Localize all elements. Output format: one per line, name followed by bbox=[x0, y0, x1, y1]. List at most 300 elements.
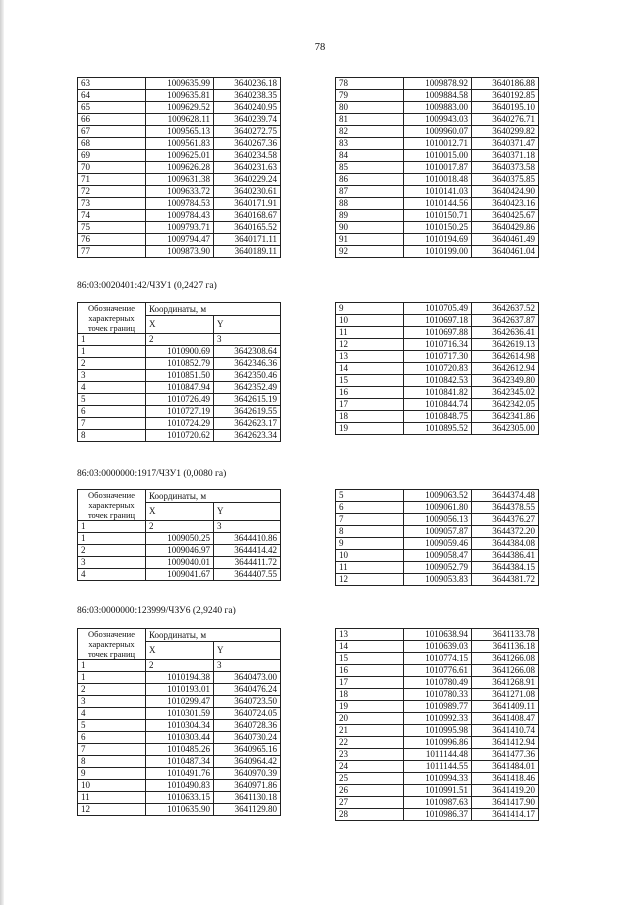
y-coordinate: 3641408.47 bbox=[472, 713, 539, 725]
x-coordinate: 1010639.03 bbox=[404, 641, 472, 653]
header-x: X bbox=[146, 641, 214, 659]
y-coordinate: 3641266.08 bbox=[472, 665, 539, 677]
x-coordinate: 1010303.44 bbox=[146, 732, 214, 744]
y-coordinate: 3644372.20 bbox=[472, 526, 539, 538]
y-coordinate: 3640171.91 bbox=[214, 198, 281, 210]
point-number: 5 bbox=[336, 490, 404, 502]
point-number: 71 bbox=[78, 174, 146, 186]
table-row bbox=[78, 406, 281, 418]
y-coordinate: 3641418.46 bbox=[472, 773, 539, 785]
y-coordinate: 3644384.15 bbox=[472, 562, 539, 574]
section-2-heading: 86:03:0000000:1917/ЧЗУ1 (0,0080 га) bbox=[77, 469, 227, 479]
point-number: 9 bbox=[78, 768, 146, 780]
x-coordinate: 1010989.77 bbox=[404, 701, 472, 713]
x-coordinate: 1009057.87 bbox=[404, 526, 472, 538]
y-coordinate: 3644374.48 bbox=[472, 490, 539, 502]
table-row bbox=[78, 346, 281, 358]
x-coordinate: 1010986.37 bbox=[404, 809, 472, 821]
x-coordinate: 1010633.15 bbox=[146, 792, 214, 804]
y-coordinate: 3644407.55 bbox=[214, 569, 281, 581]
y-coordinate: 3641484.01 bbox=[472, 761, 539, 773]
scan-edge bbox=[0, 0, 4, 905]
point-number: 26 bbox=[336, 785, 404, 797]
x-coordinate: 1010635.90 bbox=[146, 804, 214, 816]
x-coordinate: 1010299.47 bbox=[146, 696, 214, 708]
y-coordinate: 3640189.11 bbox=[214, 246, 281, 258]
point-number: 68 bbox=[78, 138, 146, 150]
x-coordinate: 1009960.07 bbox=[404, 126, 472, 138]
table-row bbox=[336, 411, 539, 423]
x-coordinate: 1010841.82 bbox=[404, 387, 472, 399]
table-row bbox=[336, 701, 539, 713]
x-coordinate: 1009784.43 bbox=[146, 210, 214, 222]
point-number: 16 bbox=[336, 387, 404, 399]
x-coordinate: 1010847.94 bbox=[146, 382, 214, 394]
table-row bbox=[336, 363, 539, 375]
point-number: 83 bbox=[336, 138, 404, 150]
point-number: 19 bbox=[336, 423, 404, 435]
y-coordinate: 3641129.80 bbox=[214, 804, 281, 816]
x-coordinate: 1009878.92 bbox=[404, 78, 472, 90]
point-number: 79 bbox=[336, 90, 404, 102]
table-row bbox=[78, 186, 281, 198]
y-coordinate: 3640195.10 bbox=[472, 102, 539, 114]
y-coordinate: 3642637.52 bbox=[472, 303, 539, 315]
section-0-left-table bbox=[77, 77, 281, 258]
point-number: 12 bbox=[336, 574, 404, 586]
y-coordinate: 3640971.86 bbox=[214, 780, 281, 792]
x-coordinate: 1009050.25 bbox=[146, 533, 214, 545]
x-coordinate: 1009059.46 bbox=[404, 538, 472, 550]
y-coordinate: 3641410.74 bbox=[472, 725, 539, 737]
y-coordinate: 3640267.36 bbox=[214, 138, 281, 150]
table-row bbox=[78, 780, 281, 792]
y-coordinate: 3641409.11 bbox=[472, 701, 539, 713]
table-row bbox=[78, 210, 281, 222]
point-number: 23 bbox=[336, 749, 404, 761]
x-coordinate: 1010726.49 bbox=[146, 394, 214, 406]
x-coordinate: 1009943.03 bbox=[404, 114, 472, 126]
table-row bbox=[336, 641, 539, 653]
table-row bbox=[336, 550, 539, 562]
point-number: 81 bbox=[336, 114, 404, 126]
column-index: 2 bbox=[146, 521, 214, 533]
point-number: 18 bbox=[336, 689, 404, 701]
table-header-row bbox=[78, 490, 281, 503]
section-3-left-table bbox=[77, 628, 281, 816]
y-coordinate: 3641271.08 bbox=[472, 689, 539, 701]
table-row bbox=[336, 327, 539, 339]
column-index: 3 bbox=[214, 660, 281, 672]
section-3-right-table bbox=[335, 628, 539, 821]
table-row bbox=[78, 90, 281, 102]
y-coordinate: 3640723.50 bbox=[214, 696, 281, 708]
column-index: 3 bbox=[214, 521, 281, 533]
point-number: 70 bbox=[78, 162, 146, 174]
section-1-left-table-wrap bbox=[77, 302, 280, 442]
x-coordinate: 1010301.59 bbox=[146, 708, 214, 720]
table-row bbox=[336, 138, 539, 150]
table-row bbox=[336, 234, 539, 246]
header-point-name: Обозначение характерных точек границ bbox=[78, 629, 146, 660]
x-coordinate: 1010193.01 bbox=[146, 684, 214, 696]
table-row bbox=[336, 574, 539, 586]
y-coordinate: 3640231.63 bbox=[214, 162, 281, 174]
table-row bbox=[78, 684, 281, 696]
x-coordinate: 1010716.34 bbox=[404, 339, 472, 351]
point-number: 11 bbox=[78, 792, 146, 804]
x-coordinate: 1009873.90 bbox=[146, 246, 214, 258]
header-x: X bbox=[146, 502, 214, 520]
section-2-left-table bbox=[77, 489, 281, 581]
y-coordinate: 3640728.36 bbox=[214, 720, 281, 732]
y-coordinate: 3640186.88 bbox=[472, 78, 539, 90]
y-coordinate: 3641268.91 bbox=[472, 677, 539, 689]
x-coordinate: 1009041.67 bbox=[146, 569, 214, 581]
table-row bbox=[78, 696, 281, 708]
y-coordinate: 3640276.71 bbox=[472, 114, 539, 126]
table-row bbox=[78, 370, 281, 382]
x-coordinate: 1010697.18 bbox=[404, 315, 472, 327]
y-coordinate: 3640970.39 bbox=[214, 768, 281, 780]
y-coordinate: 3641412.94 bbox=[472, 737, 539, 749]
x-coordinate: 1009052.79 bbox=[404, 562, 472, 574]
table-index-row bbox=[78, 334, 281, 346]
point-number: 3 bbox=[78, 370, 146, 382]
y-coordinate: 3641133.78 bbox=[472, 629, 539, 641]
table-row bbox=[336, 677, 539, 689]
table-row bbox=[336, 114, 539, 126]
table-row bbox=[336, 629, 539, 641]
point-number: 84 bbox=[336, 150, 404, 162]
x-coordinate: 1010697.88 bbox=[404, 327, 472, 339]
y-coordinate: 3644386.41 bbox=[472, 550, 539, 562]
y-coordinate: 3640236.18 bbox=[214, 78, 281, 90]
x-coordinate: 1010705.49 bbox=[404, 303, 472, 315]
table-row bbox=[336, 210, 539, 222]
y-coordinate: 3644410.86 bbox=[214, 533, 281, 545]
y-coordinate: 3641414.17 bbox=[472, 809, 539, 821]
table-row bbox=[78, 792, 281, 804]
y-coordinate: 3640239.74 bbox=[214, 114, 281, 126]
x-coordinate: 1010842.53 bbox=[404, 375, 472, 387]
x-coordinate: 1010485.26 bbox=[146, 744, 214, 756]
y-coordinate: 3640165.52 bbox=[214, 222, 281, 234]
point-number: 82 bbox=[336, 126, 404, 138]
x-coordinate: 1009628.11 bbox=[146, 114, 214, 126]
point-number: 11 bbox=[336, 327, 404, 339]
point-number: 11 bbox=[336, 562, 404, 574]
y-coordinate: 3642623.34 bbox=[214, 430, 281, 442]
point-number: 28 bbox=[336, 809, 404, 821]
y-coordinate: 3644411.72 bbox=[214, 557, 281, 569]
table-row bbox=[78, 672, 281, 684]
section-3-left-table-wrap bbox=[77, 628, 280, 816]
table-row bbox=[336, 785, 539, 797]
section-2-right-table-wrap bbox=[335, 489, 538, 586]
y-coordinate: 3644381.72 bbox=[472, 574, 539, 586]
point-number: 4 bbox=[78, 569, 146, 581]
table-row bbox=[78, 418, 281, 430]
table-row bbox=[78, 720, 281, 732]
table-row bbox=[78, 394, 281, 406]
y-coordinate: 3640238.35 bbox=[214, 90, 281, 102]
y-coordinate: 3642619.13 bbox=[472, 339, 539, 351]
page-number: 78 bbox=[314, 42, 326, 53]
y-coordinate: 3642305.00 bbox=[472, 423, 539, 435]
y-coordinate: 3640423.16 bbox=[472, 198, 539, 210]
y-coordinate: 3640230.61 bbox=[214, 186, 281, 198]
point-number: 7 bbox=[78, 418, 146, 430]
table-row bbox=[78, 708, 281, 720]
x-coordinate: 1010776.61 bbox=[404, 665, 472, 677]
table-row bbox=[78, 744, 281, 756]
table-row bbox=[336, 126, 539, 138]
y-coordinate: 3642614.98 bbox=[472, 351, 539, 363]
table-row bbox=[336, 809, 539, 821]
point-number: 91 bbox=[336, 234, 404, 246]
x-coordinate: 1009061.80 bbox=[404, 502, 472, 514]
column-index: 2 bbox=[146, 660, 214, 672]
table-row bbox=[336, 90, 539, 102]
y-coordinate: 3644378.55 bbox=[472, 502, 539, 514]
table-row bbox=[336, 737, 539, 749]
point-number: 9 bbox=[336, 538, 404, 550]
point-number: 76 bbox=[78, 234, 146, 246]
x-coordinate: 1009565.13 bbox=[146, 126, 214, 138]
table-row bbox=[336, 399, 539, 411]
point-number: 1 bbox=[78, 533, 146, 545]
table-row bbox=[78, 138, 281, 150]
header-y: Y bbox=[214, 315, 281, 333]
table-row bbox=[336, 339, 539, 351]
y-coordinate: 3641417.90 bbox=[472, 797, 539, 809]
y-coordinate: 3640724.05 bbox=[214, 708, 281, 720]
point-number: 4 bbox=[78, 382, 146, 394]
point-number: 80 bbox=[336, 102, 404, 114]
point-number: 27 bbox=[336, 797, 404, 809]
point-number: 21 bbox=[336, 725, 404, 737]
x-coordinate: 1009635.99 bbox=[146, 78, 214, 90]
table-row bbox=[336, 162, 539, 174]
x-coordinate: 1010017.87 bbox=[404, 162, 472, 174]
table-row bbox=[78, 102, 281, 114]
table-row bbox=[78, 768, 281, 780]
section-3-right-table-wrap bbox=[335, 628, 538, 821]
table-row bbox=[78, 246, 281, 258]
y-coordinate: 3642615.19 bbox=[214, 394, 281, 406]
point-number: 74 bbox=[78, 210, 146, 222]
x-coordinate: 1009631.38 bbox=[146, 174, 214, 186]
table-row bbox=[78, 756, 281, 768]
x-coordinate: 1010012.71 bbox=[404, 138, 472, 150]
y-coordinate: 3642636.41 bbox=[472, 327, 539, 339]
table-row bbox=[78, 78, 281, 90]
y-coordinate: 3640171.11 bbox=[214, 234, 281, 246]
y-coordinate: 3641266.08 bbox=[472, 653, 539, 665]
x-coordinate: 1010994.33 bbox=[404, 773, 472, 785]
x-coordinate: 1010727.19 bbox=[146, 406, 214, 418]
y-coordinate: 3640229.24 bbox=[214, 174, 281, 186]
x-coordinate: 1010638.94 bbox=[404, 629, 472, 641]
y-coordinate: 3640373.58 bbox=[472, 162, 539, 174]
point-number: 1 bbox=[78, 346, 146, 358]
point-number: 67 bbox=[78, 126, 146, 138]
x-coordinate: 1010724.29 bbox=[146, 418, 214, 430]
table-row bbox=[336, 186, 539, 198]
table-row bbox=[78, 114, 281, 126]
section-3-heading: 86:03:0000000:123999/ЧЗУ6 (2,9240 га) bbox=[77, 606, 236, 616]
point-number: 8 bbox=[78, 756, 146, 768]
section-0-right-table-wrap bbox=[335, 77, 538, 258]
y-coordinate: 3641130.18 bbox=[214, 792, 281, 804]
table-header-row bbox=[78, 629, 281, 642]
y-coordinate: 3640730.24 bbox=[214, 732, 281, 744]
point-number: 8 bbox=[78, 430, 146, 442]
table-row bbox=[336, 689, 539, 701]
point-number: 20 bbox=[336, 713, 404, 725]
table-row bbox=[78, 430, 281, 442]
point-number: 10 bbox=[336, 315, 404, 327]
x-coordinate: 1010015.00 bbox=[404, 150, 472, 162]
point-number: 77 bbox=[78, 246, 146, 258]
y-coordinate: 3640299.82 bbox=[472, 126, 539, 138]
table-row bbox=[336, 526, 539, 538]
point-number: 24 bbox=[336, 761, 404, 773]
x-coordinate: 1010848.75 bbox=[404, 411, 472, 423]
point-number: 10 bbox=[78, 780, 146, 792]
section-2-right-table bbox=[335, 489, 539, 586]
y-coordinate: 3642637.87 bbox=[472, 315, 539, 327]
table-index-row bbox=[78, 660, 281, 672]
point-number: 69 bbox=[78, 150, 146, 162]
x-coordinate: 1009040.01 bbox=[146, 557, 214, 569]
point-number: 12 bbox=[336, 339, 404, 351]
point-number: 13 bbox=[336, 629, 404, 641]
table-row bbox=[336, 725, 539, 737]
table-row bbox=[336, 773, 539, 785]
x-coordinate: 1010780.49 bbox=[404, 677, 472, 689]
table-row bbox=[78, 533, 281, 545]
x-coordinate: 1010995.98 bbox=[404, 725, 472, 737]
x-coordinate: 1010150.71 bbox=[404, 210, 472, 222]
x-coordinate: 1010194.38 bbox=[146, 672, 214, 684]
point-number: 65 bbox=[78, 102, 146, 114]
y-coordinate: 3640375.85 bbox=[472, 174, 539, 186]
table-row bbox=[336, 375, 539, 387]
x-coordinate: 1010720.62 bbox=[146, 430, 214, 442]
point-number: 87 bbox=[336, 186, 404, 198]
x-coordinate: 1010490.83 bbox=[146, 780, 214, 792]
y-coordinate: 3640234.58 bbox=[214, 150, 281, 162]
x-coordinate: 1010018.48 bbox=[404, 174, 472, 186]
table-row bbox=[78, 222, 281, 234]
table-row bbox=[336, 387, 539, 399]
x-coordinate: 1010844.74 bbox=[404, 399, 472, 411]
point-number: 63 bbox=[78, 78, 146, 90]
column-index: 1 bbox=[78, 521, 146, 533]
x-coordinate: 1010991.51 bbox=[404, 785, 472, 797]
point-number: 5 bbox=[78, 720, 146, 732]
y-coordinate: 3642350.46 bbox=[214, 370, 281, 382]
y-coordinate: 3640425.67 bbox=[472, 210, 539, 222]
x-coordinate: 1009784.53 bbox=[146, 198, 214, 210]
table-row bbox=[78, 126, 281, 138]
x-coordinate: 1009053.83 bbox=[404, 574, 472, 586]
point-number: 92 bbox=[336, 246, 404, 258]
table-row bbox=[78, 198, 281, 210]
table-row bbox=[336, 423, 539, 435]
section-2-left-table-wrap bbox=[77, 489, 280, 581]
x-coordinate: 1010304.34 bbox=[146, 720, 214, 732]
table-row bbox=[336, 315, 539, 327]
y-coordinate: 3640371.18 bbox=[472, 150, 539, 162]
header-point-name: Обозначение характерных точек границ bbox=[78, 303, 146, 334]
x-coordinate: 1009626.28 bbox=[146, 162, 214, 174]
table-row bbox=[336, 665, 539, 677]
y-coordinate: 3641136.18 bbox=[472, 641, 539, 653]
x-coordinate: 1011144.48 bbox=[404, 749, 472, 761]
y-coordinate: 3640168.67 bbox=[214, 210, 281, 222]
y-coordinate: 3640461.04 bbox=[472, 246, 539, 258]
y-coordinate: 3640240.95 bbox=[214, 102, 281, 114]
section-1-right-table bbox=[335, 302, 539, 435]
point-number: 6 bbox=[336, 502, 404, 514]
x-coordinate: 1010717.30 bbox=[404, 351, 472, 363]
point-number: 19 bbox=[336, 701, 404, 713]
header-coordinates: Координаты, м bbox=[146, 490, 281, 503]
header-y: Y bbox=[214, 502, 281, 520]
x-coordinate: 1009046.97 bbox=[146, 545, 214, 557]
x-coordinate: 1010852.79 bbox=[146, 358, 214, 370]
x-coordinate: 1009635.81 bbox=[146, 90, 214, 102]
x-coordinate: 1009063.52 bbox=[404, 490, 472, 502]
section-1-left-table bbox=[77, 302, 281, 442]
point-number: 73 bbox=[78, 198, 146, 210]
point-number: 4 bbox=[78, 708, 146, 720]
y-coordinate: 3640461.49 bbox=[472, 234, 539, 246]
header-y: Y bbox=[214, 641, 281, 659]
table-row bbox=[336, 222, 539, 234]
point-number: 85 bbox=[336, 162, 404, 174]
point-number: 15 bbox=[336, 653, 404, 665]
x-coordinate: 1009058.47 bbox=[404, 550, 472, 562]
section-1-heading: 86:03:0020401:42/ЧЗУ1 (0,2427 га) bbox=[77, 281, 217, 291]
table-row bbox=[336, 761, 539, 773]
table-row bbox=[78, 804, 281, 816]
x-coordinate: 1010491.76 bbox=[146, 768, 214, 780]
x-coordinate: 1009794.47 bbox=[146, 234, 214, 246]
y-coordinate: 3644414.42 bbox=[214, 545, 281, 557]
point-number: 75 bbox=[78, 222, 146, 234]
point-number: 89 bbox=[336, 210, 404, 222]
point-number: 6 bbox=[78, 406, 146, 418]
point-number: 7 bbox=[336, 514, 404, 526]
table-row bbox=[336, 749, 539, 761]
table-row bbox=[336, 713, 539, 725]
x-coordinate: 1010774.15 bbox=[404, 653, 472, 665]
point-number: 2 bbox=[78, 684, 146, 696]
table-row bbox=[336, 502, 539, 514]
x-coordinate: 1010996.86 bbox=[404, 737, 472, 749]
point-number: 3 bbox=[78, 557, 146, 569]
point-number: 14 bbox=[336, 641, 404, 653]
point-number: 8 bbox=[336, 526, 404, 538]
x-coordinate: 1009883.00 bbox=[404, 102, 472, 114]
header-point-name: Обозначение характерных точек границ bbox=[78, 490, 146, 521]
point-number: 90 bbox=[336, 222, 404, 234]
column-index: 1 bbox=[78, 660, 146, 672]
